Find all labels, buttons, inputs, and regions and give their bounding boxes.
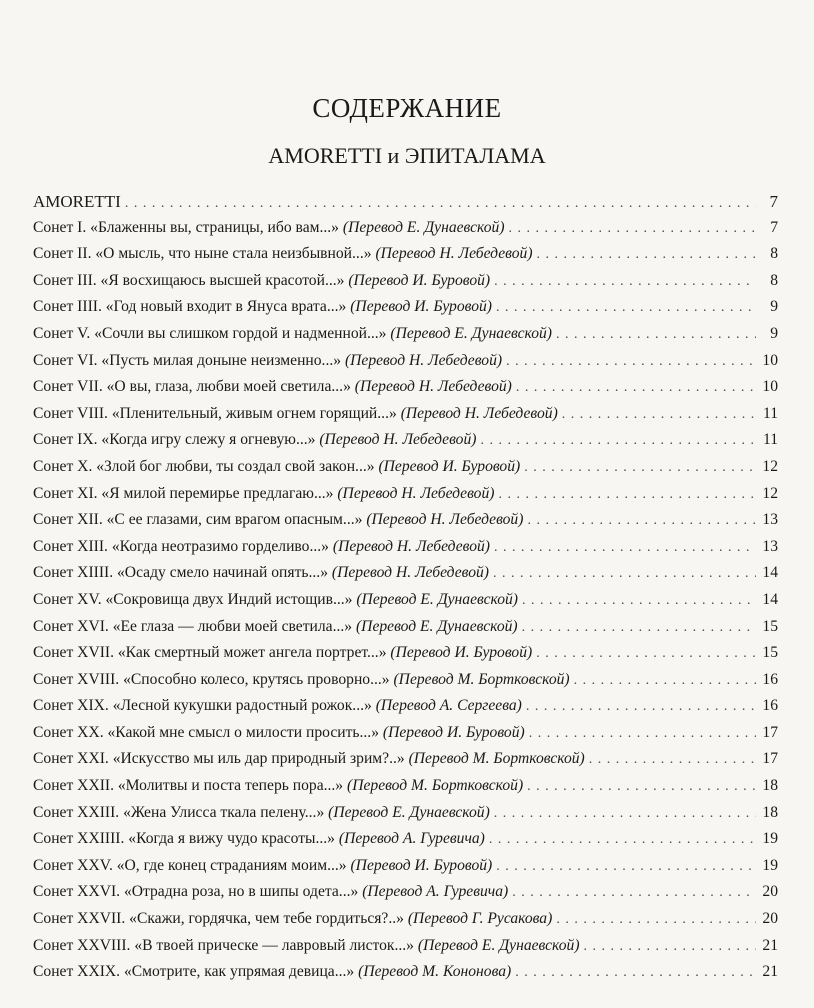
toc-entry-translator: (Перевод Н. Лебедевой) xyxy=(337,484,495,502)
toc-entry xyxy=(33,298,778,325)
toc-entry-title: Сонет XXIII. «Жена Улисса ткала пелену...» xyxy=(33,803,325,821)
toc-entry xyxy=(33,591,778,618)
toc-entry-text xyxy=(33,485,494,503)
toc-entry-title: Сонет XVI. «Ее глаза — любви моей светила...» xyxy=(33,617,353,635)
dot-leader xyxy=(494,274,756,290)
toc-entry xyxy=(33,219,778,246)
toc-entry-text xyxy=(33,777,523,795)
toc-entry-text xyxy=(33,245,533,263)
dot-leader xyxy=(496,300,756,316)
toc-page-number: 19 xyxy=(762,856,778,874)
toc-entry-text xyxy=(33,910,552,928)
toc-entry-title: Сонет XXV. «О, где конец страданиям моим...» xyxy=(33,856,347,874)
dot-leader xyxy=(574,673,756,689)
toc-page-number: 11 xyxy=(762,431,778,449)
toc-entry-translator: (Перевод М. Кононова) xyxy=(358,963,512,981)
toc-entry-translator: (Перевод Е. Дунаевской) xyxy=(342,218,505,236)
toc-entry xyxy=(33,883,778,910)
toc-entry-text xyxy=(33,857,492,875)
toc-entry-translator: (Перевод Е. Дунаевской) xyxy=(417,936,580,954)
dot-leader xyxy=(556,327,756,343)
toc-entry-translator: (Перевод А. Сергеева) xyxy=(375,697,522,715)
toc-entry xyxy=(33,378,778,405)
toc-entry-title: Сонет XXIIII. «Когда я вижу чудо красоты...» xyxy=(33,830,335,848)
toc-entry-translator: (Перевод М. Бортковской) xyxy=(347,777,524,795)
toc-page-number: 13 xyxy=(762,511,778,529)
toc-entry-text xyxy=(33,618,518,636)
toc-page-number: 19 xyxy=(762,830,778,848)
toc-entry-text xyxy=(33,192,121,212)
dot-leader xyxy=(515,965,756,981)
toc-entry-text xyxy=(33,724,525,742)
toc-entry-text xyxy=(33,272,490,290)
toc-entry-text xyxy=(33,538,490,556)
toc-page-number: 12 xyxy=(762,484,778,502)
dot-leader xyxy=(584,939,756,955)
toc-entry-text xyxy=(33,352,502,370)
toc-entry xyxy=(33,485,778,512)
toc-entry-translator: (Перевод Н. Лебедевой) xyxy=(344,351,503,369)
toc-entry xyxy=(33,272,778,299)
toc-page-number: 8 xyxy=(770,245,778,263)
toc-entry-translator: (Перевод А. Гуревича) xyxy=(362,883,509,901)
toc-entry-text xyxy=(33,804,490,822)
toc-entry-title: Сонет IIII. «Год новый входит в Януса врата...» xyxy=(33,298,347,316)
dot-leader xyxy=(537,247,756,263)
toc-entry xyxy=(33,458,778,485)
toc-page-number: 20 xyxy=(762,883,778,901)
toc-entry-translator: (Перевод Н. Лебедевой) xyxy=(331,564,490,582)
dot-leader xyxy=(536,646,756,662)
toc-page-number: 17 xyxy=(762,750,778,768)
toc-entry xyxy=(33,538,778,565)
dot-leader xyxy=(522,593,756,609)
dot-leader xyxy=(489,832,756,848)
toc-entry-title: Сонет VII. «О вы, глаза, любви моей светила...» xyxy=(33,378,351,396)
toc-page-number: 7 xyxy=(770,218,778,236)
toc-entry-title: Сонет XIIII. «Осаду смело начинай опять...» xyxy=(33,564,328,582)
toc-entry-text xyxy=(33,431,476,449)
toc-entry xyxy=(33,431,778,458)
dot-leader xyxy=(125,196,756,212)
toc-entry-title: Сонет XXVI. «Отрадна роза, но в шипы одета...» xyxy=(33,883,359,901)
toc-entry xyxy=(33,618,778,645)
toc-entry-text xyxy=(33,325,552,343)
dot-leader xyxy=(516,380,756,396)
toc-entry-text xyxy=(33,219,505,237)
toc-entry-translator: (Перевод М. Бортковской) xyxy=(408,750,585,768)
toc-entry-text xyxy=(33,378,512,396)
toc-entry-title: Сонет XX. «Какой мне смысл о милости просить...» xyxy=(33,723,380,741)
toc-entry-title: Сонет II. «О мысль, что ныне стала неизбывной...» xyxy=(33,245,372,263)
dot-leader xyxy=(527,513,756,529)
dot-leader xyxy=(493,566,756,582)
toc-page-number: 17 xyxy=(762,723,778,741)
dot-leader xyxy=(589,752,756,768)
toc-entry-title: Сонет XIII. «Когда неотразимо горделиво...» xyxy=(33,537,329,555)
toc-entry xyxy=(33,405,778,432)
dot-leader xyxy=(529,726,756,742)
toc-page-number: 11 xyxy=(762,404,778,422)
toc-entry-title: Сонет XI. «Я милой перемирье предлагаю...» xyxy=(33,484,334,502)
toc-entry-title: Сонет I. «Блаженны вы, страницы, ибо вам...» xyxy=(33,218,339,236)
toc-entry-title: Сонет IX. «Когда игру слежу я огневую...» xyxy=(33,431,316,449)
toc-entry-translator: (Перевод И. Буровой) xyxy=(350,856,493,874)
toc-page-number: 8 xyxy=(770,271,778,289)
toc-entry xyxy=(33,245,778,272)
toc-page-number: 20 xyxy=(762,910,778,928)
toc-entry xyxy=(33,724,778,751)
toc-page-number: 14 xyxy=(762,590,778,608)
toc-page-number: 21 xyxy=(762,963,778,981)
toc-entry-translator: (Перевод Г. Русакова) xyxy=(407,910,553,928)
toc-entry-translator: (Перевод Н. Лебедевой) xyxy=(319,431,477,449)
toc-entry-translator: (Перевод Е. Дунаевской) xyxy=(356,590,518,608)
toc-entry-text xyxy=(33,458,520,476)
toc-entry-text xyxy=(33,298,492,316)
toc-entry-text xyxy=(33,883,508,901)
toc-entry-translator: (Перевод Е. Дунаевской) xyxy=(355,617,518,635)
toc-entry-translator: (Перевод И. Буровой) xyxy=(348,271,491,289)
toc-entry xyxy=(33,750,778,777)
toc-entry-title: Сонет III. «Я восхищаюсь высшей красотой...» xyxy=(33,271,345,289)
toc-entry-translator: (Перевод Е. Дунаевской) xyxy=(390,324,552,342)
dot-leader xyxy=(527,779,756,795)
toc-page-number: 14 xyxy=(762,564,778,582)
toc-entry xyxy=(33,671,778,698)
table-of-contents xyxy=(33,192,778,990)
toc-entry-text xyxy=(33,671,570,689)
toc-entry xyxy=(33,804,778,831)
toc-page-number: 18 xyxy=(762,803,778,821)
dot-leader xyxy=(496,859,756,875)
toc-entry-translator: (Перевод И. Буровой) xyxy=(378,457,521,475)
toc-entry xyxy=(33,511,778,538)
toc-entry-translator: (Перевод Н. Лебедевой) xyxy=(400,404,558,422)
toc-entry-translator: (Перевод Н. Лебедевой) xyxy=(354,378,512,396)
toc-entry-title: Сонет X. «Злой бог любви, ты создал свой закон...» xyxy=(33,457,375,475)
toc-entry-text xyxy=(33,591,518,609)
toc-page-number: 15 xyxy=(762,644,778,662)
toc-entry-text xyxy=(33,644,532,662)
toc-entry-title: Сонет XII. «С ее глазами, сим врагом опасным...» xyxy=(33,511,363,529)
toc-entry xyxy=(33,937,778,964)
page-title: СОДЕРЖАНИЕ xyxy=(312,93,502,123)
toc-entry-title: Сонет VIII. «Пленительный, живым огнем горящий...» xyxy=(33,404,397,422)
dot-leader xyxy=(480,433,756,449)
toc-page-number: 13 xyxy=(762,537,778,555)
toc-entry xyxy=(33,352,778,379)
toc-entry xyxy=(33,830,778,857)
dot-leader xyxy=(512,885,756,901)
toc-page-number: 16 xyxy=(762,697,778,715)
toc-entry-translator: (Перевод Н. Лебедевой) xyxy=(332,537,490,555)
toc-entry xyxy=(33,325,778,352)
toc-entry-title: Сонет XXVIII. «В твоей прическе — лавровый листок...» xyxy=(33,936,414,954)
toc-entry-translator: (Перевод Н. Лебедевой) xyxy=(366,511,524,529)
toc-entry xyxy=(33,192,778,219)
toc-entry-text xyxy=(33,750,585,768)
toc-entry-title: Сонет XXII. «Молитвы и поста теперь пора...» xyxy=(33,777,344,795)
dot-leader xyxy=(522,620,756,636)
toc-entry xyxy=(33,777,778,804)
dot-leader xyxy=(494,806,756,822)
toc-entry-translator: (Перевод А. Гуревича) xyxy=(338,830,485,848)
toc-entry-translator: (Перевод И. Буровой) xyxy=(390,644,533,662)
toc-entry-text xyxy=(33,564,489,582)
toc-entry-title: Сонет XVIII. «Способно колесо, крутясь проворно...» xyxy=(33,670,390,688)
toc-entry-title: Сонет XXIX. «Смотрите, как упрямая девица...» xyxy=(33,963,355,981)
toc-entry xyxy=(33,910,778,937)
dot-leader xyxy=(509,221,756,237)
dot-leader xyxy=(556,912,756,928)
toc-entry-translator: (Перевод Н. Лебедевой) xyxy=(375,245,533,263)
toc-entry-title: Сонет XXVII. «Скажи, гордячка, чем тебе гордиться?..» xyxy=(33,910,404,928)
toc-entry-translator: (Перевод И. Буровой) xyxy=(350,298,492,316)
toc-entry xyxy=(33,963,778,990)
section-subtitle: AMORETTI и ЭПИТАЛАМА xyxy=(268,143,546,168)
toc-entry-title: Сонет XIX. «Лесной кукушки радостный рожок...» xyxy=(33,697,372,715)
toc-entry-title: Сонет XXI. «Искусство мы иль дар природный зрим?..» xyxy=(33,750,405,768)
dot-leader xyxy=(506,354,756,370)
toc-entry-text xyxy=(33,697,522,715)
toc-page-number: 9 xyxy=(770,324,778,342)
toc-entry xyxy=(33,564,778,591)
toc-entry-translator: (Перевод И. Буровой) xyxy=(382,723,525,741)
toc-entry xyxy=(33,697,778,724)
toc-entry-translator: (Перевод М. Бортковской) xyxy=(393,670,570,688)
toc-page-number: 18 xyxy=(762,777,778,795)
dot-leader xyxy=(562,407,756,423)
toc-page-number: 9 xyxy=(770,298,778,316)
dot-leader xyxy=(498,487,756,503)
toc-entry-title: Сонет XVII. «Как смертный может ангела портрет...» xyxy=(33,644,387,662)
dot-leader xyxy=(524,460,756,476)
toc-entry xyxy=(33,644,778,671)
toc-entry-text xyxy=(33,937,580,955)
toc-entry-title: Сонет XV. «Сокровища двух Индий истощив...» xyxy=(33,590,353,608)
toc-page-number: 21 xyxy=(762,936,778,954)
toc-entry-text xyxy=(33,830,485,848)
dot-leader xyxy=(494,540,756,556)
toc-entry-title: AMORETTI xyxy=(33,192,121,211)
toc-entry-text xyxy=(33,963,511,981)
toc-page-number: 10 xyxy=(762,378,778,396)
toc-entry-title: Сонет VI. «Пусть милая доныне неизменно...» xyxy=(33,351,342,369)
toc-entry-translator: (Перевод Е. Дунаевской) xyxy=(328,803,490,821)
toc-page-number: 7 xyxy=(769,192,778,211)
toc-entry-title: Сонет V. «Сочли вы слишком гордой и надменной...» xyxy=(33,324,387,342)
toc-page-number: 12 xyxy=(762,457,778,475)
toc-entry xyxy=(33,857,778,884)
toc-page-number: 10 xyxy=(762,351,778,369)
toc-entry-text xyxy=(33,511,523,529)
toc-page-number: 16 xyxy=(762,670,778,688)
dot-leader xyxy=(526,699,756,715)
toc-entry-text xyxy=(33,405,558,423)
toc-page-number: 15 xyxy=(762,617,778,635)
